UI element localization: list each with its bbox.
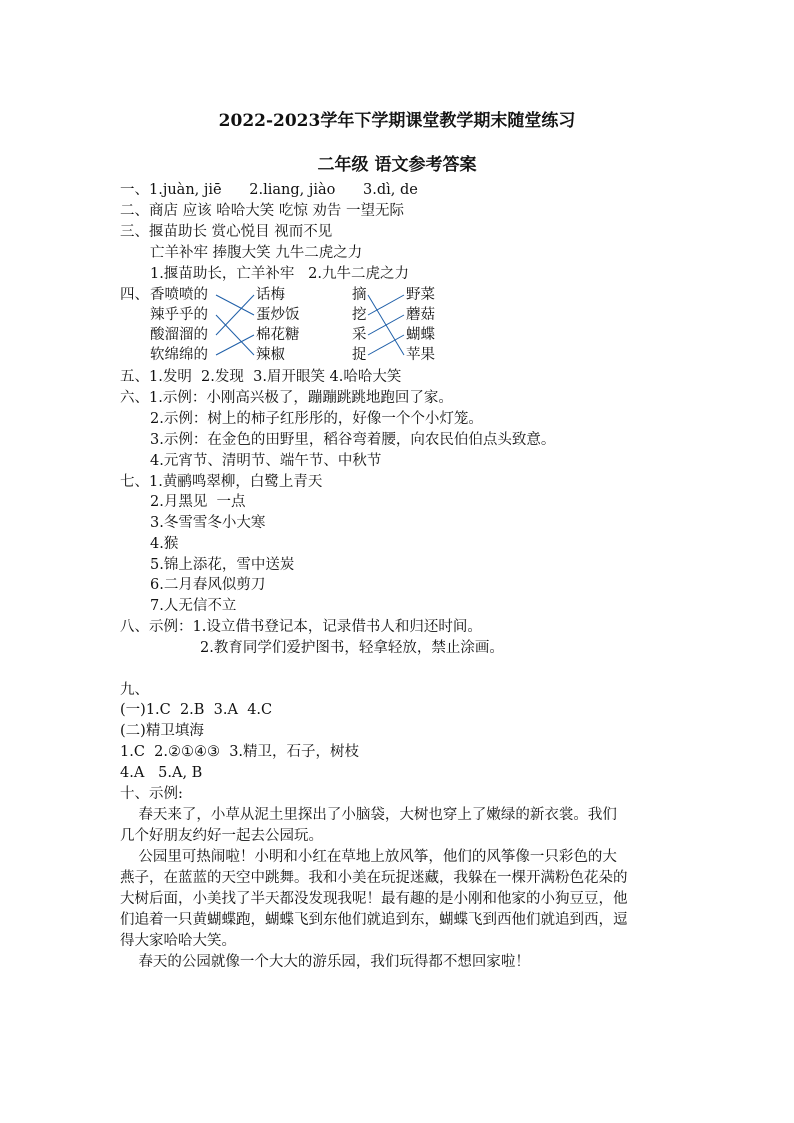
- section-7-line-1: 七、1.黄鹂鸣翠柳，白鹭上青天: [120, 474, 323, 490]
- section-8-line-1: 八、示例：1.设立借书登记本，记录借书人和归还时间。: [120, 619, 482, 635]
- essay-line: 大树后面，小美找了半天都没发现我呢！最有趣的是小刚和他家的小狗豆豆，他: [120, 891, 628, 907]
- essay-line: 几个好朋友约好一起去公园玩。: [120, 828, 323, 844]
- document-title: 2022-2023学年下学期课堂教学期末随堂练习: [218, 111, 576, 131]
- match-object-item: 蘑菇: [406, 307, 435, 323]
- match-food-item: 话梅: [256, 287, 285, 303]
- match-verb-item: 摘: [352, 287, 367, 303]
- section-7-item: 6.二月春风似剪刀: [150, 577, 266, 593]
- section-6-line-1: 六、1.示例：小刚高兴极了，蹦蹦跳跳地跑回了家。: [120, 390, 453, 406]
- match-left-item: 辣乎乎的: [150, 307, 208, 323]
- section-7-item: 3.冬雪雪冬小大寒: [150, 515, 266, 531]
- match-verb-item: 采: [352, 327, 367, 343]
- match-line: [368, 315, 404, 335]
- match-line: [216, 335, 254, 355]
- section-2: 二、商店 应该 哈哈大笑 吃惊 劝告 一望无际: [120, 203, 405, 219]
- section-6-line-4: 4.元宵节、清明节、端午节、中秋节: [150, 453, 382, 469]
- section-7-item: 7.人无信不立: [150, 598, 237, 614]
- section-1: 一、1.juàn, jiē 2.liang, jiào 3.dì, de: [120, 182, 418, 198]
- section-9-heading: 九、: [120, 682, 149, 698]
- essay-line: 春天的公园就像一个大大的游乐园，我们玩得都不想回家啦！: [120, 954, 530, 970]
- essay-line: 公园里可热闹啦！小明和小红在草地上放风筝，他们的风筝像一只彩色的大: [120, 849, 617, 865]
- match-line: [216, 315, 254, 355]
- section-6-line-3: 3.示例：在金色的田野里，稻谷弯着腰，向农民伯伯点头致意。: [150, 432, 556, 448]
- match-food-item: 蛋炒饭: [256, 307, 300, 323]
- section-8-line-2: 2.教育同学们爱护图书，轻拿轻放，禁止涂画。: [200, 640, 504, 656]
- section-10-heading: 十、示例:: [120, 786, 183, 802]
- section-7-item: 2.月黑见 一点: [150, 494, 246, 510]
- section-3-line-3: 1.揠苗助长，亡羊补牢 2.九牛二虎之力: [150, 266, 409, 282]
- essay-line: 得大家哈哈大笑。: [120, 933, 236, 949]
- section-7-item: 4.猴: [150, 536, 179, 552]
- match-object-item: 蝴蝶: [406, 327, 435, 343]
- essay-line: 燕子，在蓝蓝的天空中跳舞。我和小美在玩捉迷藏，我躲在一棵开满粉色花朵的: [120, 870, 628, 886]
- essay-line: 春天来了，小草从泥土里探出了小脑袋，大树也穿上了嫩绿的新衣裳。我们: [120, 807, 617, 823]
- section-3-line-1: 三、揠苗助长 赏心悦目 视而不见: [120, 224, 333, 240]
- match-line: [216, 295, 254, 335]
- section-9-part-2: (二)精卫填海: [120, 723, 204, 739]
- section-5: 五、1.发明 2.发现 3.眉开眼笑 4.哈哈大笑: [120, 369, 402, 385]
- section-9-part-4: 4.A 5.A, B: [120, 765, 203, 781]
- match-object-item: 野菜: [406, 287, 435, 303]
- match-line: [216, 295, 254, 315]
- match-verb-item: 挖: [352, 307, 367, 323]
- section-7-item: 5.锦上添花，雪中送炭: [150, 557, 295, 573]
- section-6-line-2: 2.示例：树上的柿子红彤彤的，好像一个个小灯笼。: [150, 411, 483, 427]
- match-object-item: 苹果: [406, 347, 435, 363]
- section-9-part-1: (一)1.C 2.B 3.A 4.C: [120, 702, 273, 718]
- section-4-prefix: 四、: [120, 287, 149, 303]
- match-verb-item: 捉: [352, 347, 367, 363]
- match-left-item: 酸溜溜的: [150, 327, 208, 343]
- match-food-item: 辣椒: [256, 347, 285, 363]
- match-line: [368, 295, 404, 315]
- match-line: [368, 335, 404, 355]
- match-food-item: 棉花糖: [256, 327, 300, 343]
- section-9-part-3: 1.C 2.②①④③ 3.精卫，石子，树枝: [120, 744, 360, 760]
- essay-line: 们追着一只黄蝴蝶跑，蝴蝶飞到东他们就追到东，蝴蝶飞到西他们就追到西，逗: [120, 912, 628, 928]
- match-left-item: 软绵绵的: [150, 347, 208, 363]
- match-left-item: 香喷喷的: [150, 287, 208, 303]
- document-subtitle: 二年级 语文参考答案: [317, 155, 477, 175]
- section-3-line-2: 亡羊补牢 捧腹大笑 九牛二虎之力: [150, 245, 363, 261]
